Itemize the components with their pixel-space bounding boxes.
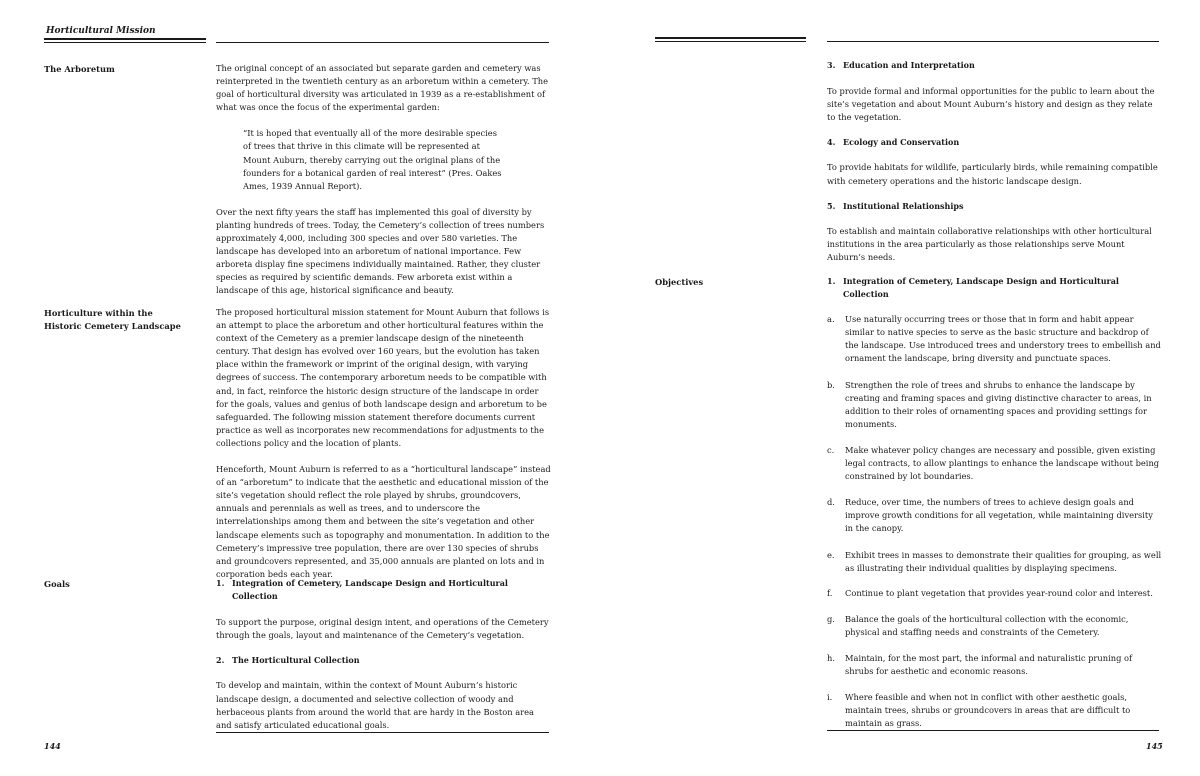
objectives-list: [827, 313, 1162, 730]
objective-1-number: 1.: [827, 276, 836, 286]
goal-2-title: The Horticultural Collection: [232, 655, 360, 666]
goal-3-number: 3.: [827, 60, 836, 70]
running-head: Horticultural Mission: [46, 26, 156, 36]
side-heading-arboretum: The Arboretum: [44, 64, 115, 74]
goals-section: [216, 577, 551, 732]
goal-1-number: 1.: [216, 578, 225, 588]
text-column-bottom-rule: [216, 732, 549, 733]
list-item: f. Continue to plant vegetation that provides year-round color and interest.: [827, 587, 1153, 598]
side-heading-goals: Goals: [44, 579, 70, 589]
historic-landscape-paragraph-1: The proposed horticultural mission statement for Mount Auburn that follows is an attempt to place the arboretum and other horticultural features within the context of the Cemetery as a premier landscape design of the nineteenth century. That design has evolved over 160 years, but the evolution has taken place within the framework or imprint of the original design, with varying degrees of success. The contemporary arboretum needs to be compatible with and, in fact, reinforce the historic design structure of the landscape in order for the goals, values and genius of both landscape design and arboretum to be safeguarded. The following mission statement therefore documents current practice as well as incorporates new recommendations for adjustments to the collections policy and the location of plants.: [216, 307, 550, 448]
goal-1-text: To support the purpose, original design intent, and operations of the Cemetery through the goals, layout and maintenance of the Cemetery’s vegetation.: [216, 617, 549, 641]
side-heading-objectives: Objectives: [655, 277, 704, 287]
arboretum-section: [216, 62, 551, 298]
arboretum-quote: “It is hoped that eventually all of the more desirable species of trees that thrive in this climate will be represented at Mount Auburn, thereby carrying out the original plans of the founders for a botanical garden of real interest” (Pres. Oakes Ames, 1939 Annual Report).: [243, 128, 502, 191]
running-head-rule-thick: [44, 38, 206, 40]
goals-continued-section: [827, 59, 1162, 264]
objectives-section: [827, 275, 1162, 730]
goal-3-text: To provide formal and informal opportunities for the public to learn about the site’s vegetation and about Mount Auburn’s history and design as they relate to the vegetation.: [827, 86, 1155, 123]
list-item: d. Reduce, over time, the numbers of trees to achieve design goals and improve growth conditions for all vegetation, while maintaining diversity in the canopy.: [827, 497, 1153, 534]
side-heading-historic-landscape: Horticulture within the Historic Cemetery Landscape: [44, 308, 181, 331]
historic-landscape-paragraph-2: Henceforth, Mount Auburn is referred to as a “horticultural landscape” instead of an “arboretum” to indicate that the aesthetic and educational mission of the site’s vegetation should reflect the role played by shrubs, groundcovers, annuals and perennials as well as trees, and to underscore the interrelationships among them and between the site’s vegetation and other landscape elements such as topography and monumentation. In addition to the Cemetery’s impressive tree population, there are over 130 species of shrubs and groundcovers represented, and 35,000 annuals are planted on lots and in corporation beds each year.: [216, 464, 551, 579]
page-number: 144: [44, 741, 61, 751]
goal-5-heading: [827, 200, 1162, 213]
list-item: g. Balance the goals of the horticultural collection with the economic, physical and staffing needs and constraints of the Cemetery.: [827, 613, 1129, 637]
goal-4-number: 4.: [827, 137, 836, 148]
page-number: 145: [1146, 741, 1163, 751]
arboretum-paragraph-2: Over the next fifty years the staff has implemented this goal of diversity by planting hundreds of trees. Today, the Cemetery’s collection of trees numbers approximately 4,000, including 300 species and over 580 varieties. The landscape has developed into an arboretum of national importance. Few arboreta display fine specimens individually maintained. Rather, they cluster species as required by scientific demands. Few arboreta exist within a landscape of this age, historical significance and beauty.: [216, 206, 545, 296]
text-column-top-rule: [216, 42, 549, 43]
goal-4-heading: [827, 136, 1162, 149]
list-item: i. Where feasible and when not in conflict with other aesthetic goals, maintain trees, shrubs or groundcovers in areas that are difficult to maintain as grass.: [827, 692, 1131, 729]
goal-3-heading: [827, 59, 1162, 72]
header-rule-thin: [655, 41, 806, 42]
list-item: a. Use naturally occurring trees or those that in form and habit appear similar to native species to serve as the basic structure and backdrop of the landscape. Use introduced trees and understory trees to embellish and ornament the landscape, bring diversity and punctuate spaces.: [827, 314, 1161, 364]
list-item: b. Strengthen the role of trees and shrubs to enhance the landscape by creating and framing spaces and giving distinctive character to areas, in addition to their roles of ornamenting spaces and providing settings for monuments.: [827, 379, 1152, 429]
goal-2-heading: [216, 654, 551, 667]
list-item: h. Maintain, for the most part, the informal and naturalistic pruning of shrubs for aesthetic and economic reasons.: [827, 652, 1133, 677]
goal-2-text: To develop and maintain, within the context of Mount Auburn’s historic landscape design, a documented and selective collection of woody and herbaceous plants from around the world that are hardy in the Boston area and satisfy articulated educational goals.: [216, 680, 534, 730]
goal-4-title: Ecology and Conservation: [843, 137, 960, 148]
goal-5-title: Institutional Relationships: [843, 200, 964, 211]
list-item: e. Exhibit trees in masses to demonstrate their qualities for grouping, as well as illustrating their individual qualities by displaying specimens.: [827, 549, 1162, 573]
historic-landscape-section: [216, 306, 551, 581]
goal-2-number: 2.: [216, 655, 225, 666]
goal-1-title: Integration of Cemetery, Landscape Design and Horticultural Collection: [232, 578, 508, 602]
goal-5-number: 5.: [827, 200, 836, 211]
objective-1-heading: [827, 275, 1162, 301]
list-item: c. Make whatever policy changes are necessary and possible, given existing legal contracts, to allow plantings to enhance the landscape without being constrained by lot boundaries.: [827, 444, 1160, 482]
goal-4-text: To provide habitats for wildlife, particularly birds, while remaining compatible with cemetery operations and the historic landscape design.: [827, 162, 1158, 186]
goal-5-text: To establish and maintain collaborative relationships with other horticultural institutions in the area particularly as those relationships serve Mount Auburn’s needs.: [827, 225, 1152, 262]
goal-3-title: Education and Interpretation: [843, 60, 975, 70]
text-column-bottom-rule: [827, 730, 1159, 731]
text-column-top-rule: [827, 41, 1159, 42]
arboretum-paragraph-1: The original concept of an associated but separate garden and cemetery was reinterpreted in the twentieth century as an arboretum within a cemetery. The goal of horticultural diversity was articulated in 1939 as a re-establishment of what was once the focus of the experimental garden:: [216, 63, 548, 113]
header-rule-thick: [655, 37, 806, 39]
objective-1-title: Integration of Cemetery, Landscape Design and Horticultural Collection: [843, 276, 1119, 300]
goal-1-heading: [216, 577, 551, 603]
running-head-rule-thin: [44, 42, 206, 43]
right-page: [600, 0, 1200, 776]
